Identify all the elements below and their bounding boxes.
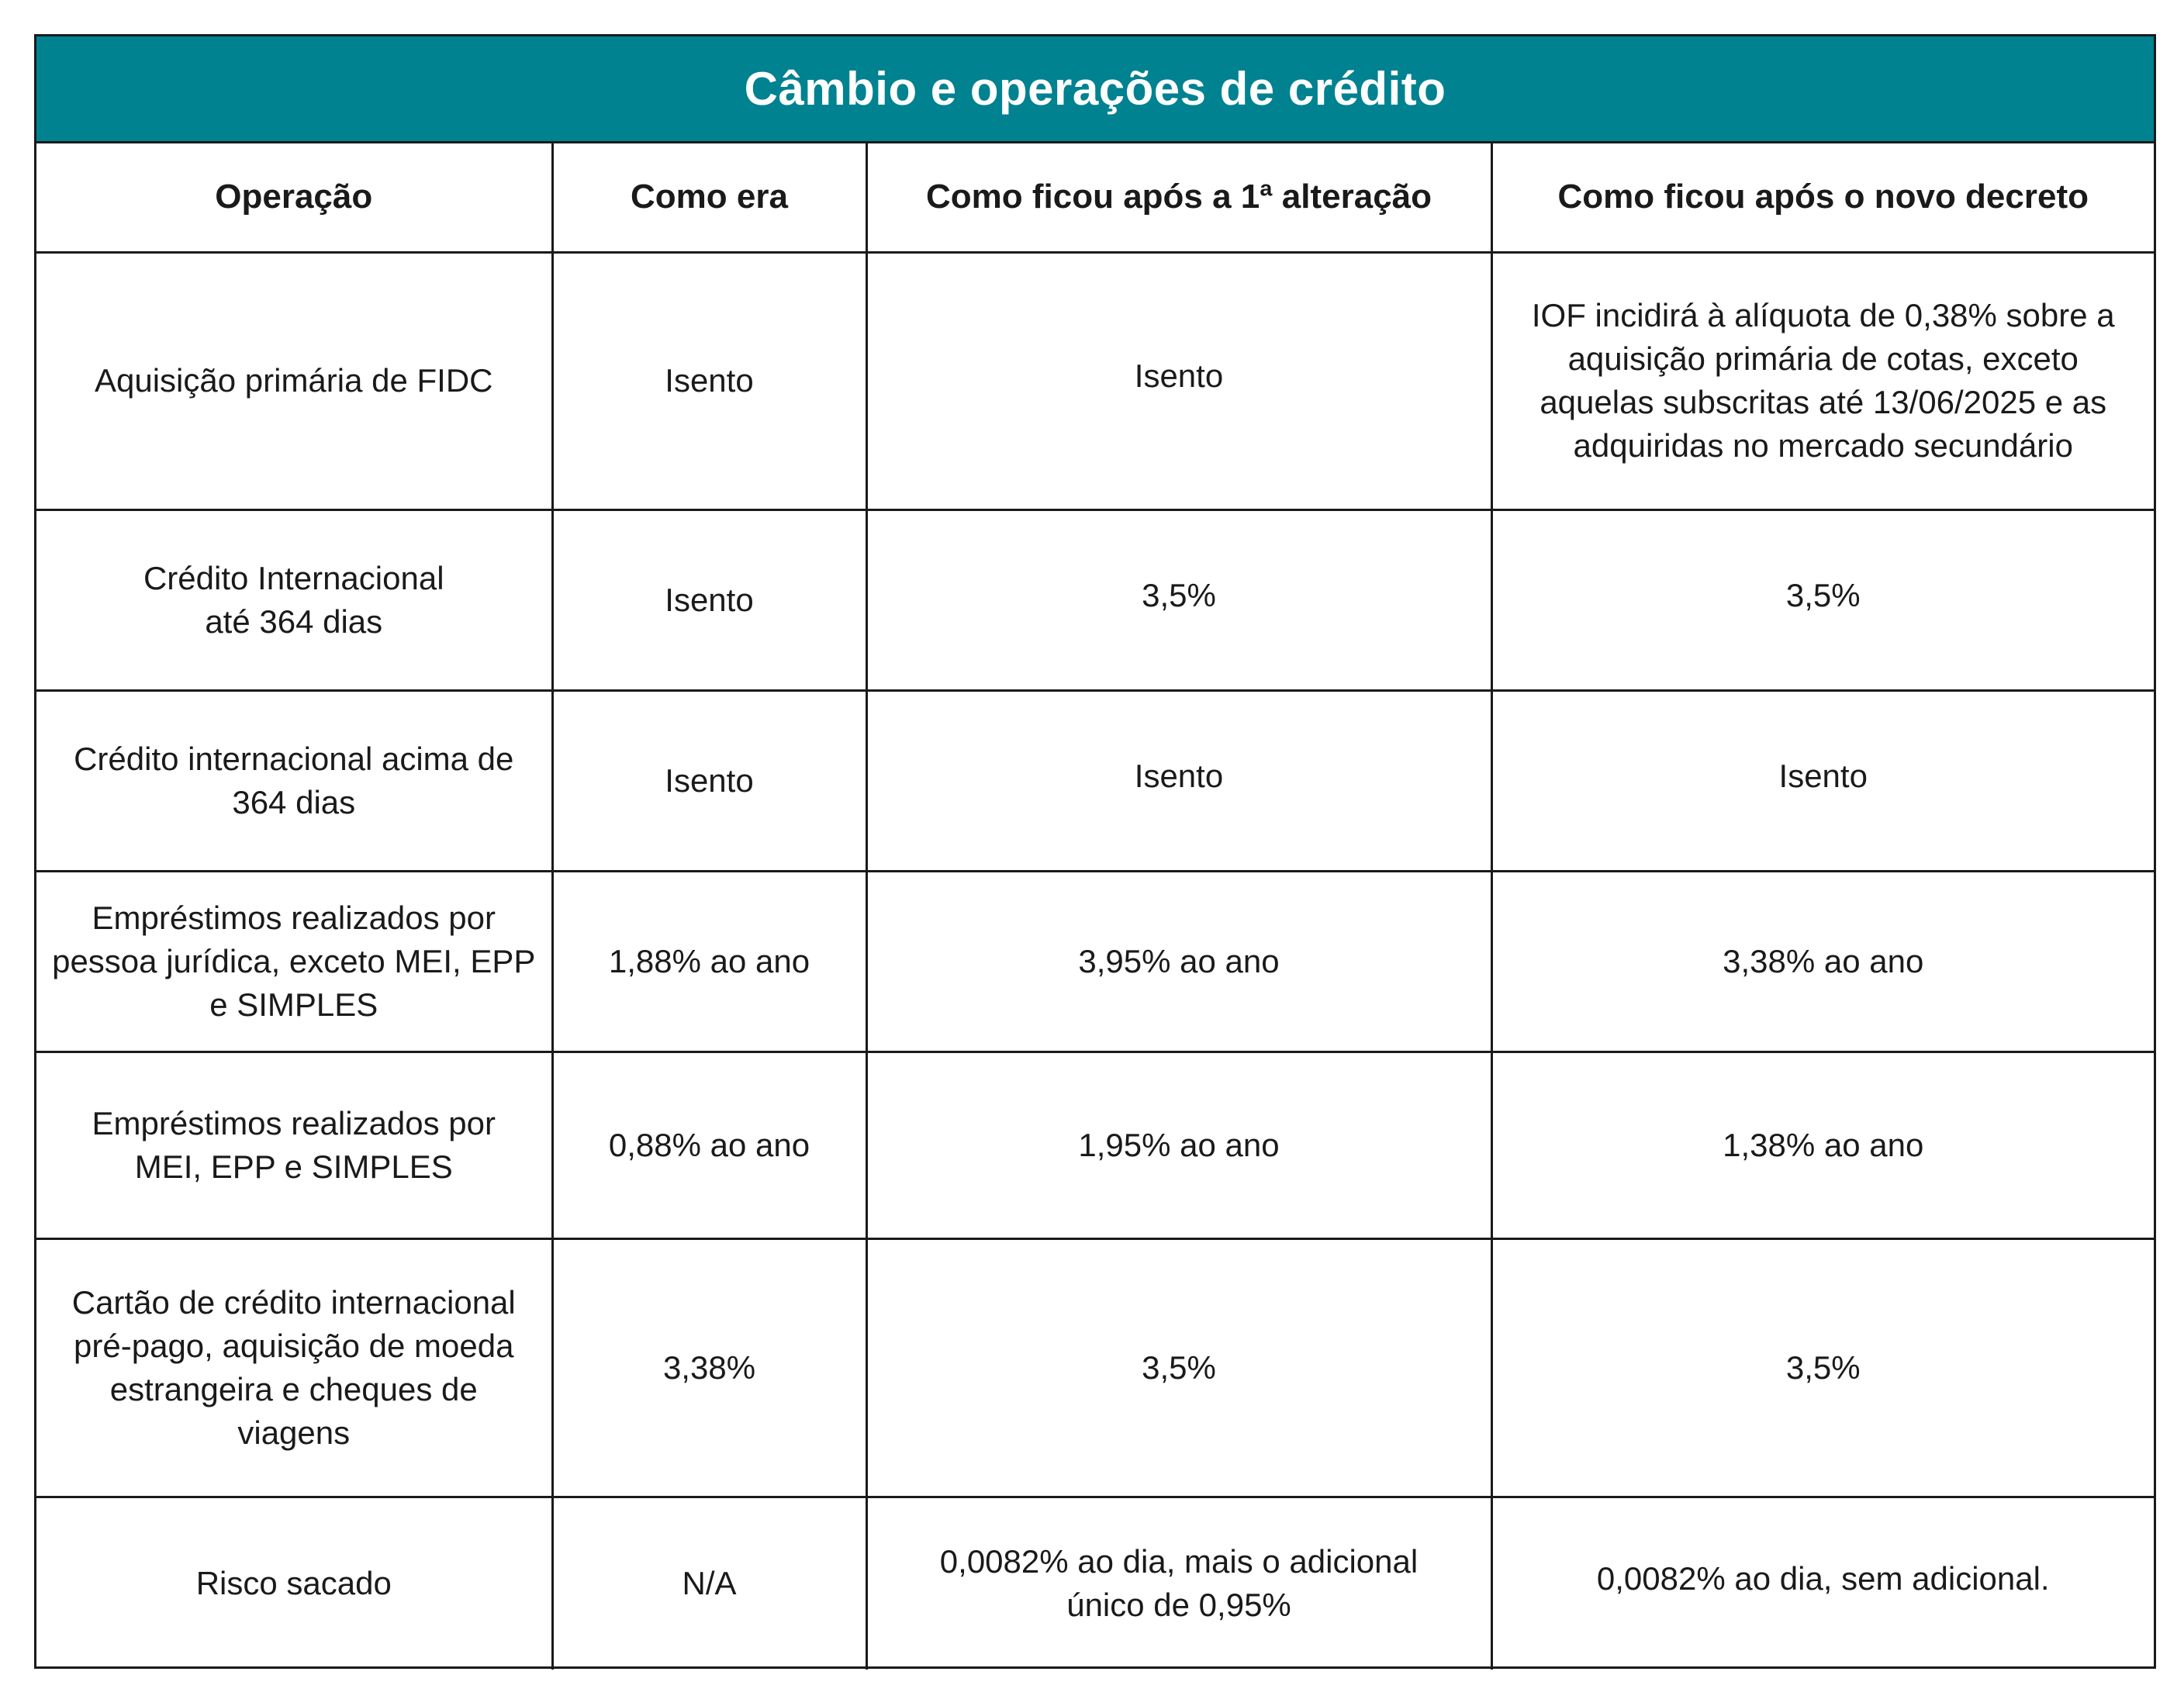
- cell-text: Isento: [1778, 757, 1868, 794]
- cell-como-era: 0,88% ao ano: [552, 1052, 866, 1238]
- iof-comparison-table: [34, 34, 2156, 1669]
- cell-novo-decreto: [1491, 1497, 2154, 1670]
- cell-operacao: Risco sacado: [36, 1497, 552, 1670]
- cell-novo-decreto: 1,38% ao ano: [1491, 1052, 2154, 1238]
- cell-novo-decreto: [1491, 690, 2154, 871]
- cell-como-era: Isento: [552, 252, 866, 509]
- header-novo-decreto: Como ficou após o novo decreto: [1491, 143, 2154, 252]
- cell-como-era: N/A: [552, 1497, 866, 1670]
- table-row: [36, 1052, 2154, 1238]
- cell-text: Empréstimos realizados por MEI, EPP e SIMPLES: [92, 1104, 496, 1185]
- cell-text: 0,0082% ao dia, sem adicional.: [1596, 1560, 2050, 1597]
- header-row: [36, 143, 2154, 252]
- cell-text: 3,5%: [1142, 576, 1216, 613]
- comparison-grid: [36, 143, 2154, 1670]
- cell-operacao: [36, 252, 552, 509]
- cell-primeira-alteracao: [866, 1497, 1491, 1670]
- cell-text: 3,5%: [1785, 576, 1861, 613]
- table-row: [36, 1497, 2154, 1670]
- table-title: Câmbio e operações de crédito: [36, 36, 2154, 143]
- cell-novo-decreto: 3,5%: [1491, 1238, 2154, 1497]
- cell-text: Crédito Internacional até 364 dias: [143, 559, 444, 640]
- table-row: [36, 871, 2154, 1052]
- cell-text: Isento: [1134, 757, 1224, 794]
- cell-como-era: Isento: [552, 509, 866, 690]
- cell-primeira-alteracao: 3,5%: [866, 1238, 1491, 1497]
- table-row: [36, 252, 2154, 509]
- cell-como-era: Isento: [552, 690, 866, 871]
- table-row: [36, 690, 2154, 871]
- cell-como-era: 1,88% ao ano: [552, 871, 866, 1052]
- header-primeira-alteracao: Como ficou após a 1ª alteração: [866, 143, 1491, 252]
- cell-como-era: 3,38%: [552, 1238, 866, 1497]
- cell-novo-decreto: IOF incidirá à alíquota de 0,38% sobre a aquisição primária de cotas, exceto aquelas subscritas até 13/06/2025 e as adquiridas no mercado secundário: [1491, 252, 2154, 509]
- cell-operacao: [36, 1052, 552, 1238]
- header-como-era: Como era: [552, 143, 866, 252]
- cell-primeira-alteracao: [866, 252, 1491, 509]
- cell-novo-decreto: [1491, 509, 2154, 690]
- cell-text: 0,0082% ao dia, mais o adicional único de 0,95%: [939, 1543, 1419, 1624]
- header-operacao: Operação: [36, 143, 552, 252]
- cell-operacao: Cartão de crédito internacional pré-pago, aquisição de moeda estrangeira e cheques de viagens: [36, 1238, 552, 1497]
- cell-text: Aquisição primária de FIDC: [94, 362, 493, 399]
- cell-primeira-alteracao: 1,95% ao ano: [866, 1052, 1491, 1238]
- cell-operacao: [36, 509, 552, 690]
- cell-primeira-alteracao: [866, 690, 1491, 871]
- cell-primeira-alteracao: [866, 509, 1491, 690]
- table-row: [36, 1238, 2154, 1497]
- cell-text: Isento: [1134, 357, 1224, 394]
- cell-operacao: Empréstimos realizados por pessoa jurídica, exceto MEI, EPP e SIMPLES: [36, 871, 552, 1052]
- table-row: [36, 509, 2154, 690]
- cell-primeira-alteracao: 3,95% ao ano: [866, 871, 1491, 1052]
- cell-novo-decreto: 3,38% ao ano: [1491, 871, 2154, 1052]
- cell-text: Crédito internacional acima de 364 dias: [74, 740, 514, 820]
- cell-operacao: [36, 690, 552, 871]
